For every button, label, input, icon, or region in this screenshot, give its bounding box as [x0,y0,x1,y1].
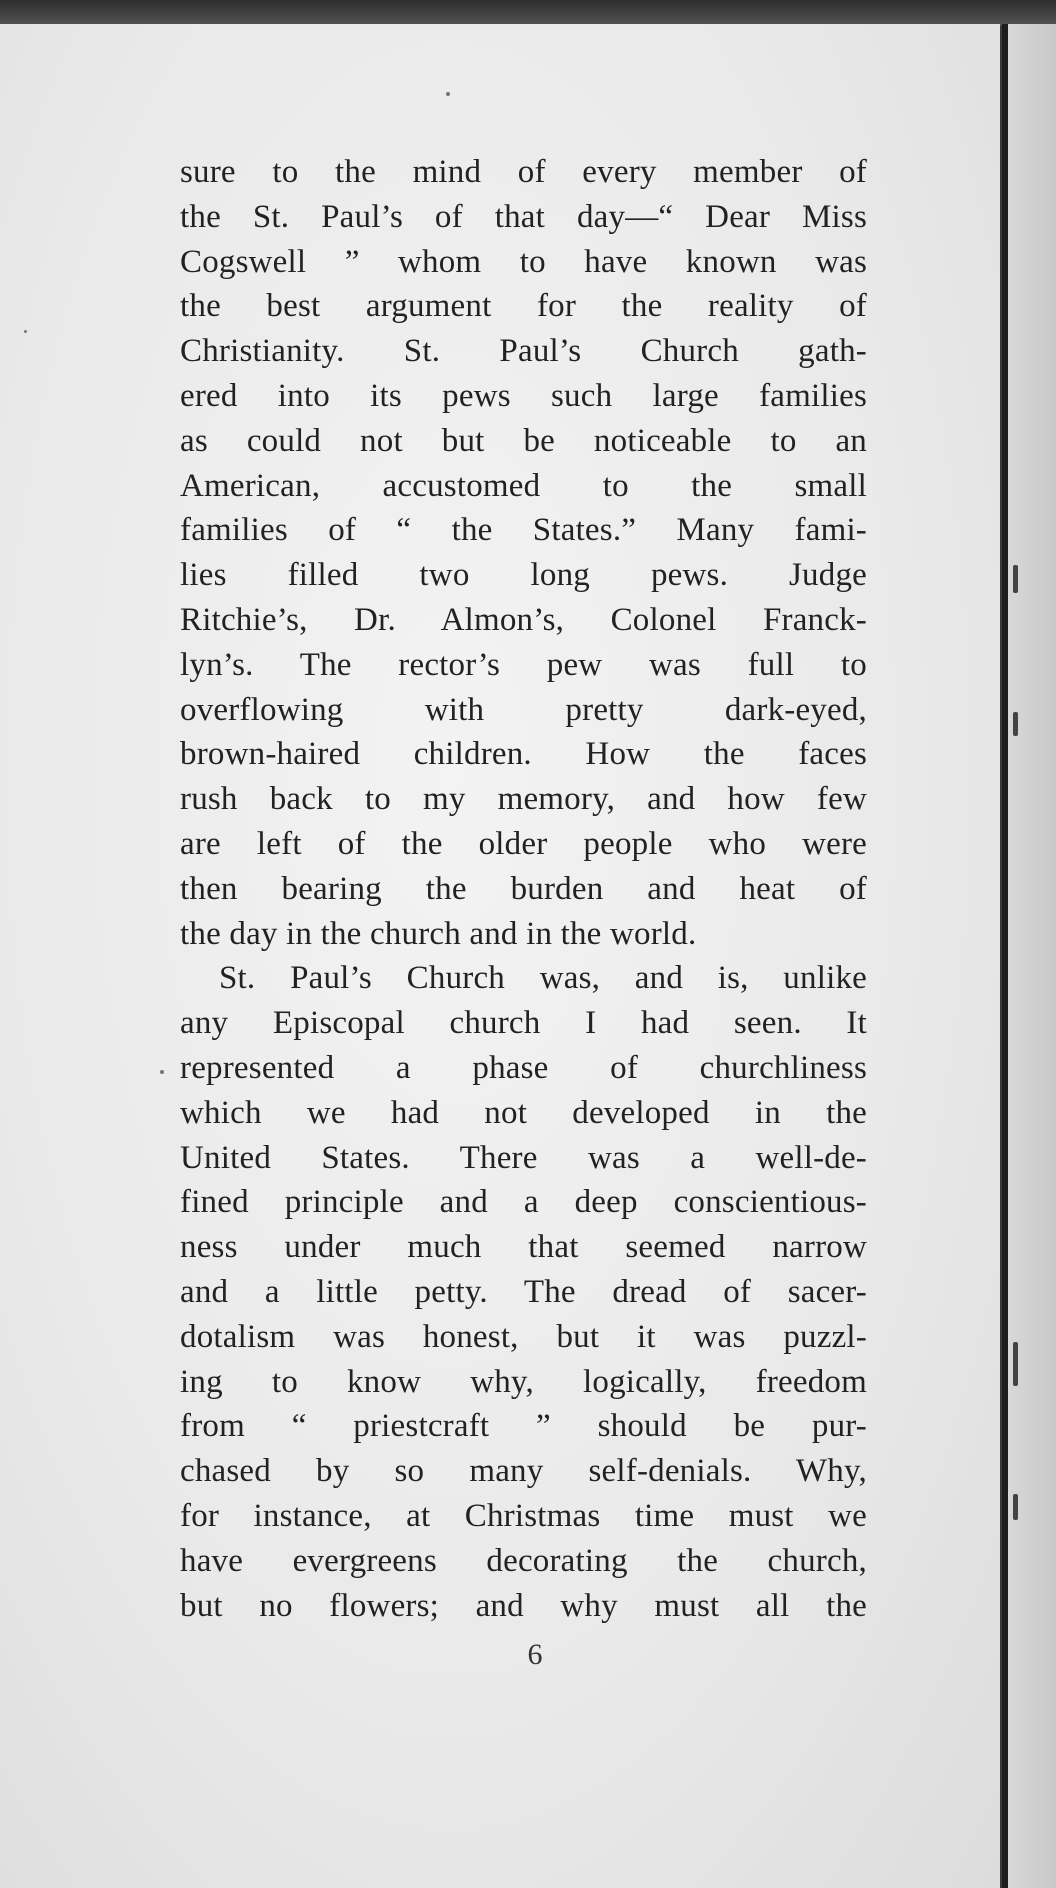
paper-speck [24,330,27,333]
binding-thread-mark [1013,1494,1018,1520]
text-line: St. Paul’s Church was, and is, unlike [219,960,867,997]
text-line: sure to the mind of every member of [180,154,867,190]
text-line: the St. Paul’s of that day—“ Dear Miss [180,198,867,235]
scan-top-edge [0,0,1056,26]
text-line: ness under much that seemed narrow [180,1229,867,1266]
text-line: and a little petty. The dread of sacer- [180,1273,867,1310]
binding-thread-mark [1013,565,1018,593]
text-line: which we had not developed in the [180,1094,867,1131]
text-line: for instance, at Christmas time must we [180,1497,867,1534]
text-line: any Episcopal church I had seen. It [180,1005,867,1042]
text-line: are left of the older people who were [180,825,867,862]
text-line: ered into its pews such large families [180,377,867,414]
body-text [180,150,867,1628]
page-number: 6 [527,1638,543,1671]
text-line: but no flowers; and why must all the [180,1587,867,1624]
text-line: as could not but be noticeable to an [180,422,867,459]
text-line: ing to know why, logically, freedom [180,1363,867,1400]
text-line: brown-haired children. How the faces [180,736,867,773]
text-line: lies filled two long pews. Judge [180,557,867,594]
text-line: then bearing the burden and heat of [180,870,867,907]
paper-speck [160,1070,164,1074]
text-line: represented a phase of churchliness [180,1049,867,1086]
text-line: rush back to my memory, and how few [180,781,867,818]
paper-speck [446,92,450,96]
text-line: United States. There was a well-de- [180,1139,867,1176]
text-line: fined principle and a deep conscientious- [180,1184,867,1221]
text-line: chased by so many self-denials. Why, [180,1453,867,1490]
text-line: American, accustomed to the small [180,467,867,504]
text-line: lyn’s. The rector’s pew was full to [180,646,867,683]
text-line: the best argument for the reality of [180,288,867,325]
text-line: overflowing with pretty dark-eyed, [180,691,867,728]
text-line: dotalism was honest, but it was puzzl- [180,1318,867,1355]
text-line: have evergreens decorating the church, [180,1542,867,1579]
text-line: Christianity. St. Paul’s Church gath- [180,333,867,370]
text-line: Cogswell ” whom to have known was [180,243,867,280]
text-line: the day in the church and in the world. [180,915,697,952]
binding-margin [1008,24,1056,1888]
text-line: from “ priestcraft ” should be pur- [180,1408,867,1445]
binding-thread-mark [1013,1342,1018,1386]
text-line: Ritchie’s, Dr. Almon’s, Colonel Franck- [180,601,867,638]
text-line: families of “ the States.” Many fami- [180,512,867,549]
binding-thread-mark [1013,712,1018,736]
